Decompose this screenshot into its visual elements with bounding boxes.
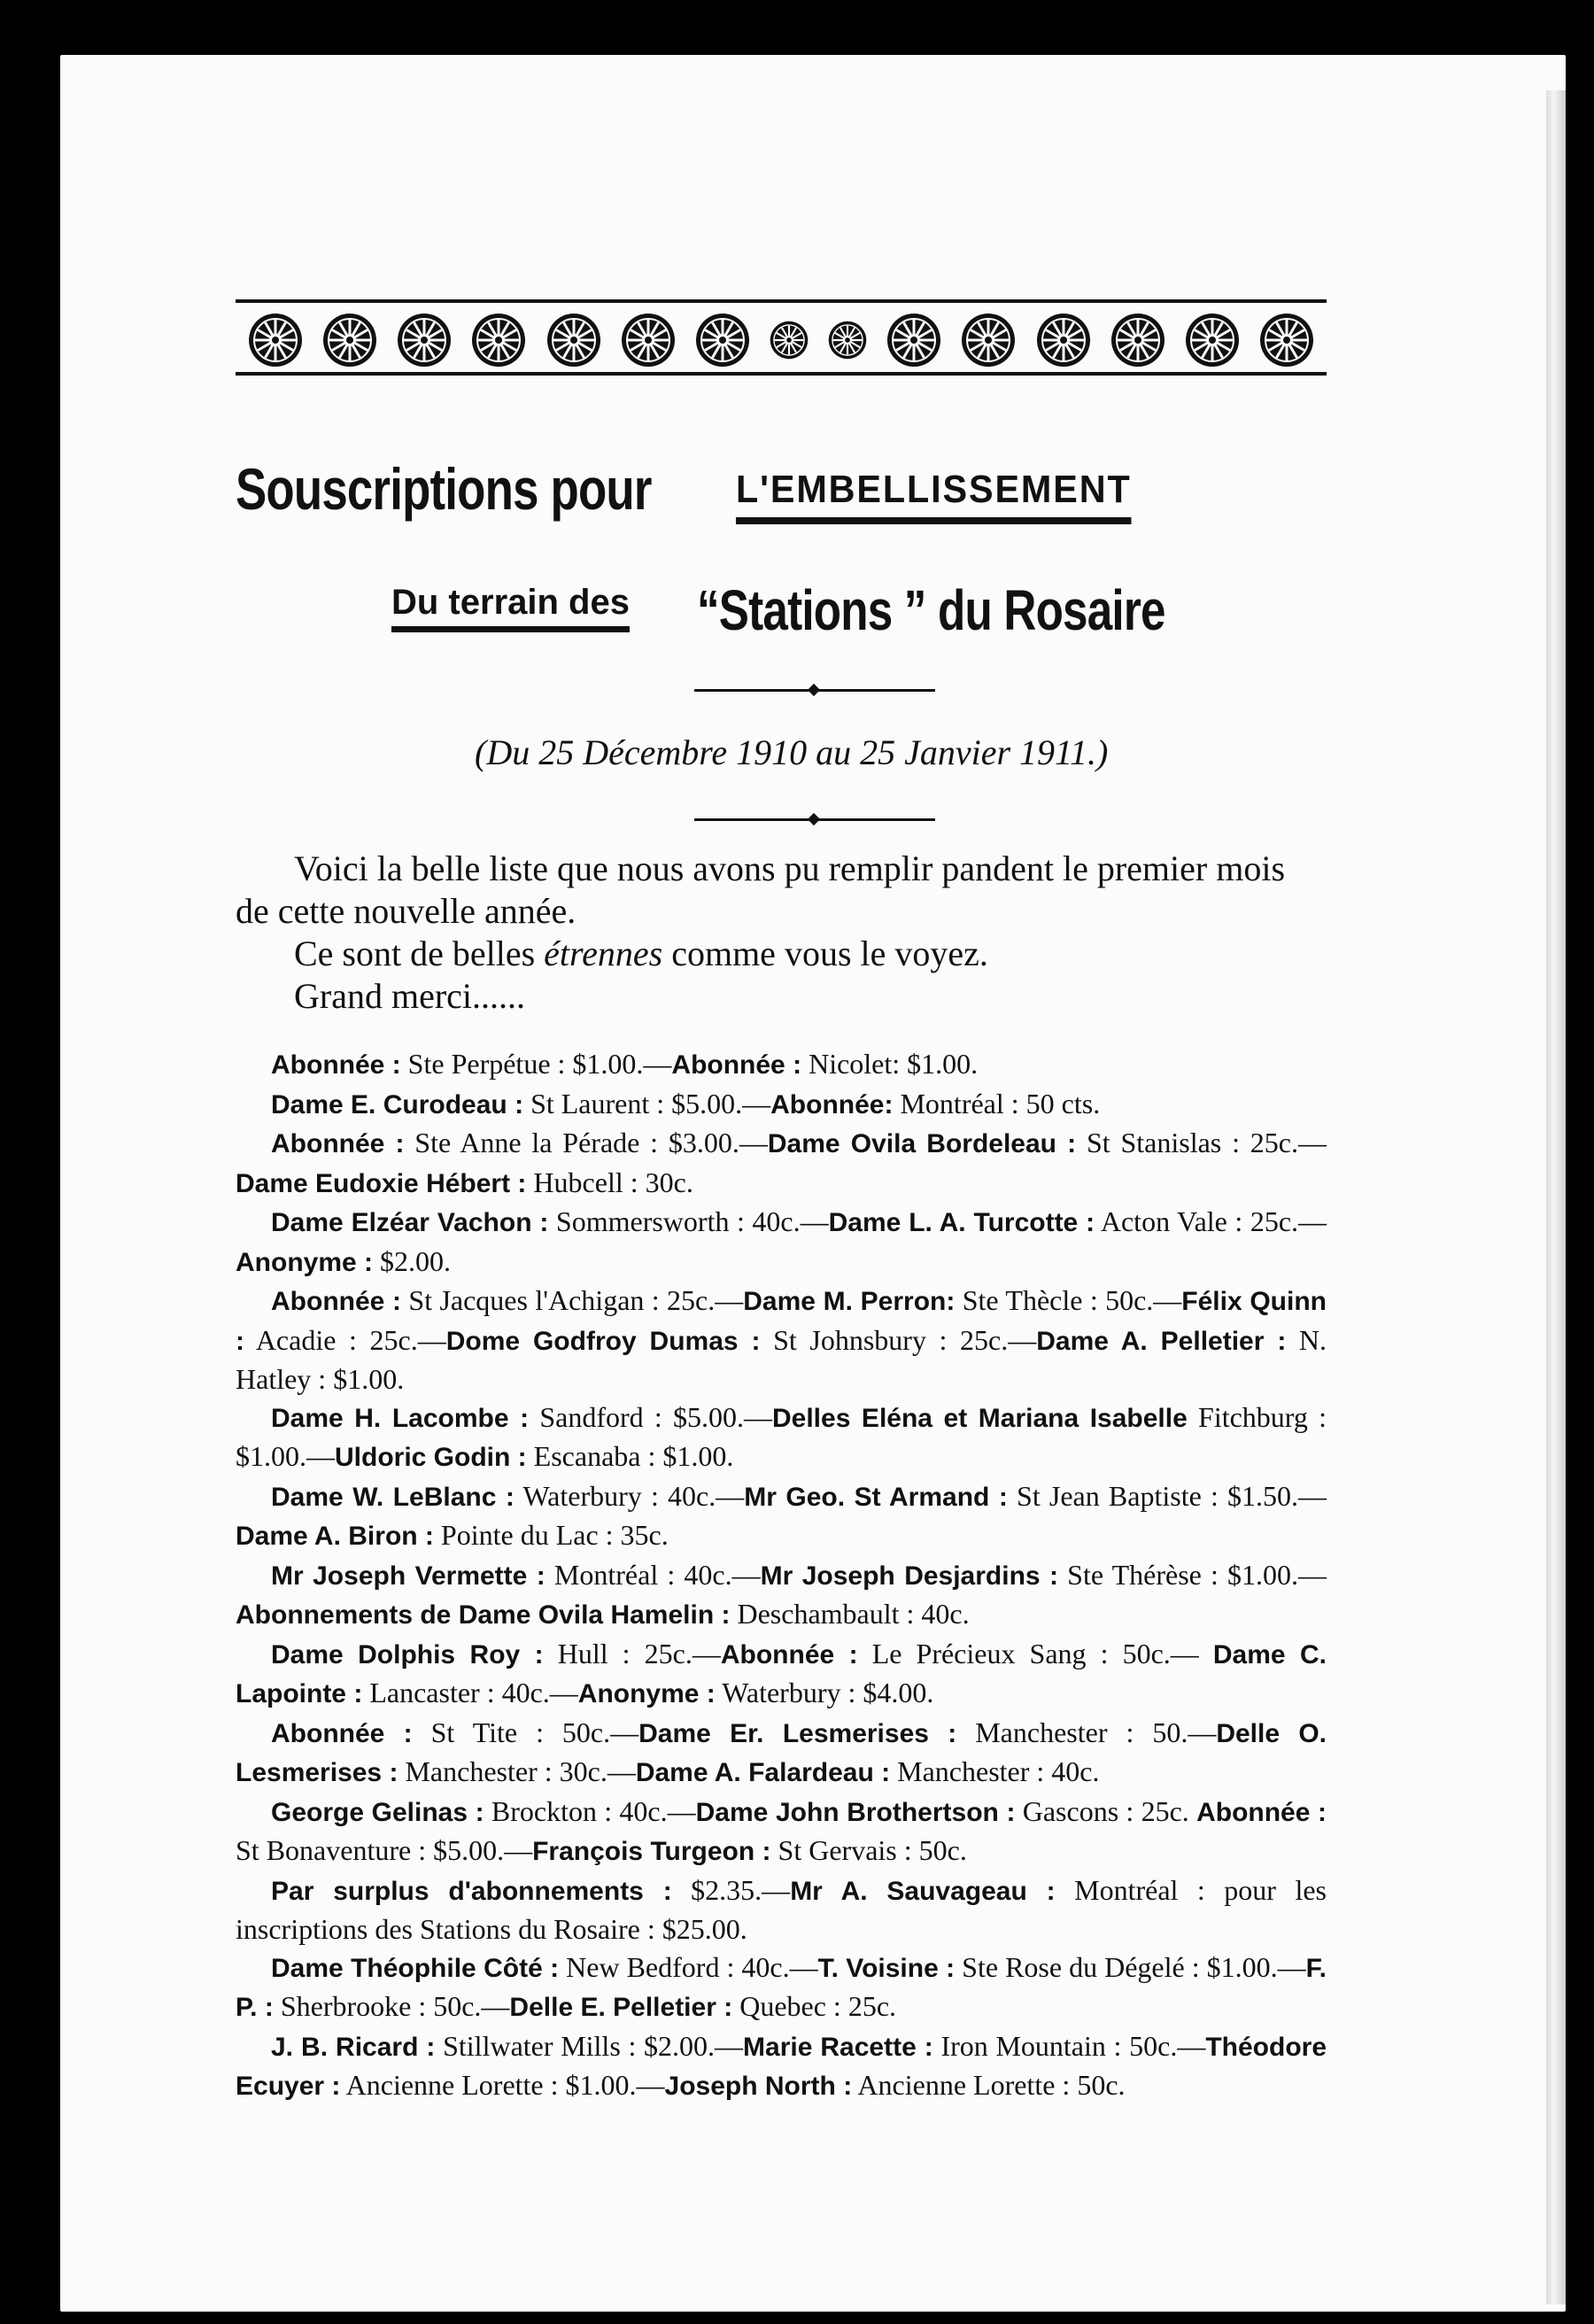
subscriber-name: F. P. : [236,1953,1327,2022]
subscription-details: Montréal : pour les inscriptions des Stations du Rosaire : $25.00. [236,1873,1327,1945]
subscription-entry [236,1635,1327,1714]
subscriber-name: Abonnée : [271,1287,402,1316]
subscription-details: St Jean Baptiste : $1.50.— [1007,1479,1327,1512]
rosette-ornament [471,313,526,368]
subscription-entry [236,1793,1327,1871]
subscription-details: St Stanislas : 25c.— [1076,1127,1327,1158]
subscriber-name: Dame Elzéar Vachon : [271,1208,549,1237]
subscription-details: Manchester : 40c. [890,1755,1100,1787]
subtitle-part-1: Du terrain des [391,583,630,632]
subscriber-name: Uldoric Godin : [335,1443,527,1472]
subscription-details: Acadie : 25c.— [244,1323,446,1356]
subscriber-name: Dame H. Lacombe : [271,1403,530,1433]
subscription-details: Sherbrooke : 50c.— [273,1990,510,2022]
intro-emphasis: étrennes [544,933,663,973]
divider-ornament-1 [694,689,935,692]
rosette-ornament [621,313,676,368]
subscriber-name: Anonyme : [236,1247,374,1277]
subscription-details: Brockton : 40c.— [484,1794,696,1827]
subscriber-name: Dame Dolphis Roy : [271,1639,544,1669]
rosette-ornament [961,313,1016,368]
subscription-details: Montréal : 50 cts. [893,1087,1101,1119]
subscriber-name: Abonnée : [271,1050,401,1080]
intro-paragraph [236,933,1327,975]
subscriber-name: Abonnée : [271,1129,405,1158]
subscriber-name: Dame Ovila Bordeleau : [767,1129,1077,1158]
decorative-rosette-band [236,244,1327,432]
subscription-details: Fitchburg : $1.00.— [236,1400,1327,1472]
subscription-details: Ancienne Lorette : $1.00.— [340,2069,665,2101]
subscriber-name: Abonnée : [1196,1797,1327,1827]
subscription-details: New Bedford : 40c.— [559,1950,818,1983]
subscription-details: St Tite : 50c.— [412,1716,639,1748]
subscription-entry [236,2027,1327,2106]
subscription-details: Waterbury : 40c.— [514,1479,745,1512]
subscriber-name: Dame Er. Lesmerises : [638,1718,957,1748]
page-edge [1546,90,1566,2305]
subscription-details: Ste Anne la Pérade : $3.00.— [404,1127,768,1158]
rosette-row [248,313,1314,368]
subscription-details: Pointe du Lac : 35c. [433,1519,669,1551]
subscription-details: Hubcell : 30c. [526,1166,693,1198]
subscription-details: Quebec : 25c. [732,1990,897,2022]
subscription-list [236,1045,1327,2106]
subscription-details: Nicolet: $1.00. [801,1048,979,1080]
rosette-ornament [695,313,750,368]
subscriber-name: Dame A. Falardeau : [635,1758,891,1787]
subscriber-name: Abonnements de Dame Ovila Hamelin : [236,1600,731,1630]
subscription-details: $2.35.— [671,1873,791,1906]
intro-text-span: Ce sont de belles [294,933,545,973]
subscription-details: Sommersworth : 40c.— [548,1205,829,1237]
subscription-entry [236,1398,1327,1477]
subscription-details: Gascons : 25c. [1015,1794,1197,1827]
subscriber-name: Mr Joseph Desjardins : [760,1561,1059,1591]
rosette-ornament [322,313,377,368]
subscription-details: St Johnsbury : 25c.— [760,1323,1037,1356]
intro-text-span: comme vous le voyez. [662,933,988,973]
subscription-details: Ste Rose du Dégelé : $1.00.— [955,1950,1306,1983]
date-range: (Du 25 Décembre 1910 au 25 Janvier 1911.) [475,732,1109,772]
band-rule-bottom [236,372,1327,376]
subscription-details: Lancaster : 40c.— [362,1677,578,1708]
subscription-details: Deschambault : 40c. [730,1598,970,1630]
subscription-details: Ancienne Lorette : 50c. [852,2069,1126,2101]
subscription-details: Stillwater Mills : $2.00.— [435,2029,744,2062]
title-part-2: L'EMBELLISSEMENT [736,468,1132,524]
subtitle-part-2: “Stations ” du Rosaire [697,578,1165,642]
subscription-details: St Jacques l'Achigan : 25c.— [401,1284,744,1316]
subscriber-name: Dame Eudoxie Hébert : [236,1168,527,1198]
subscriber-name: Abonnée : [271,1718,413,1748]
rosette-ornament [1185,313,1240,368]
subscription-details: St Laurent : $5.00.— [523,1087,771,1119]
subscription-entry [236,1556,1327,1635]
subscription-details: Montréal : 40c.— [545,1558,761,1591]
subscription-details: $2.00. [373,1244,452,1277]
subscriber-name: Delle O. Lesmerises : [236,1718,1327,1787]
subscriber-name: Par surplus d'abonnements : [271,1876,672,1906]
divider-ornament-2 [694,818,935,821]
subscription-details: Manchester : 50.— [956,1716,1217,1748]
rosette-ornament [248,313,303,368]
subscriber-name: Dame A. Pelletier : [1036,1326,1287,1356]
subscription-details: Hull : 25c.— [543,1637,721,1669]
subscriber-name: J. B. Ricard : [271,2032,436,2062]
subscriber-name: Mr Geo. St Armand : [744,1482,1008,1512]
subscriber-name: Dame A. Biron : [236,1522,434,1551]
subscription-entry [236,1477,1327,1556]
subscriber-name: Félix Quinn : [236,1287,1327,1356]
subscriber-name: Dome Godfroy Dumas : [445,1326,761,1356]
intro-text [236,848,1327,1018]
subscriber-name: François Turgeon : [532,1837,771,1866]
rosette-ornament [1259,313,1314,368]
rosette-ornament [886,313,941,368]
subscriber-name: Delle E. Pelletier : [509,1993,733,2022]
subscriber-name: Abonnée : [671,1050,802,1080]
subscriber-name: Théodore Ecuyer : [236,2032,1327,2101]
rosette-ornament [770,321,809,360]
subscription-details: Manchester : 30c.— [398,1755,636,1787]
subscriber-name: T. Voisine : [817,1953,956,1983]
subscription-entry [236,1282,1327,1398]
subscription-entry [236,1871,1327,1948]
subscriber-name: Dame C. Lapointe : [236,1639,1327,1708]
subscriber-name: Anonyme : [577,1679,716,1708]
subscription-details: Ste Thècle : 50c.— [955,1284,1182,1316]
rosette-ornament [1110,313,1165,368]
subscriber-name: Joseph North : [664,2072,853,2101]
rosette-ornament [546,313,601,368]
subscription-details: N. Hatley : $1.00. [236,1323,1327,1395]
subscriber-name: Dame John Brothertson : [695,1797,1016,1827]
subscriber-name: George Gelinas : [271,1797,484,1827]
subscription-details: St Bonaventure : $5.00.— [236,1834,533,1866]
subscriber-name: Dame L. A. Turcotte : [828,1208,1095,1237]
subscription-details: Le Précieux Sang : 50c.— [857,1637,1213,1669]
rosette-ornament [397,313,452,368]
subscriber-name: Dame M. Perron: [743,1287,956,1316]
subscriber-name: Dame W. LeBlanc : [271,1482,515,1512]
subscription-entry [236,1714,1327,1793]
rosette-ornament [828,321,867,360]
subscriber-name: Abonnée : [720,1639,858,1669]
intro-paragraph: Voici la belle liste que nous avons pu remplir pandent le premier mois de cette nouvelle année. [236,848,1286,931]
intro-paragraph: Grand merci...... [294,976,526,1016]
subscription-details: Waterbury : $4.00. [715,1677,934,1708]
subscription-details: Escanaba : $1.00. [526,1440,734,1472]
rosette-ornament [1036,313,1091,368]
band-rule-top [236,299,1327,303]
subscriber-name: Mr Joseph Vermette : [271,1561,546,1591]
subscription-entry [236,1085,1327,1125]
subscriber-name: Abonnée: [770,1089,894,1119]
subscriber-name: Mr A. Sauvageau : [790,1876,1056,1906]
book-page [60,55,1566,2312]
subscription-entry [236,1948,1327,2027]
subscription-entry [236,1124,1327,1203]
subscriber-name: Dame Théophile Côté : [271,1953,560,1983]
subscription-details: Ste Thérèse : $1.00.— [1058,1558,1327,1591]
subscriber-name: Marie Racette : [743,2032,933,2062]
subscription-details: Sandford : $5.00.— [529,1400,772,1433]
subscription-entry [236,1203,1327,1282]
subscription-details: Ste Perpétue : $1.00.— [400,1048,672,1080]
subscription-details: Acton Vale : 25c.— [1095,1205,1327,1237]
subscriber-name: Delles Eléna et Mariana Isabelle [771,1403,1188,1433]
subscription-entry [236,1045,1327,1085]
title-part-1: Souscriptions pour [236,456,652,522]
page-title [236,455,1327,523]
subscription-details: Iron Mountain : 50c.— [932,2029,1206,2062]
subscription-details: St Gervais : 50c. [770,1834,967,1866]
subscriber-name: Dame E. Curodeau : [271,1089,524,1119]
